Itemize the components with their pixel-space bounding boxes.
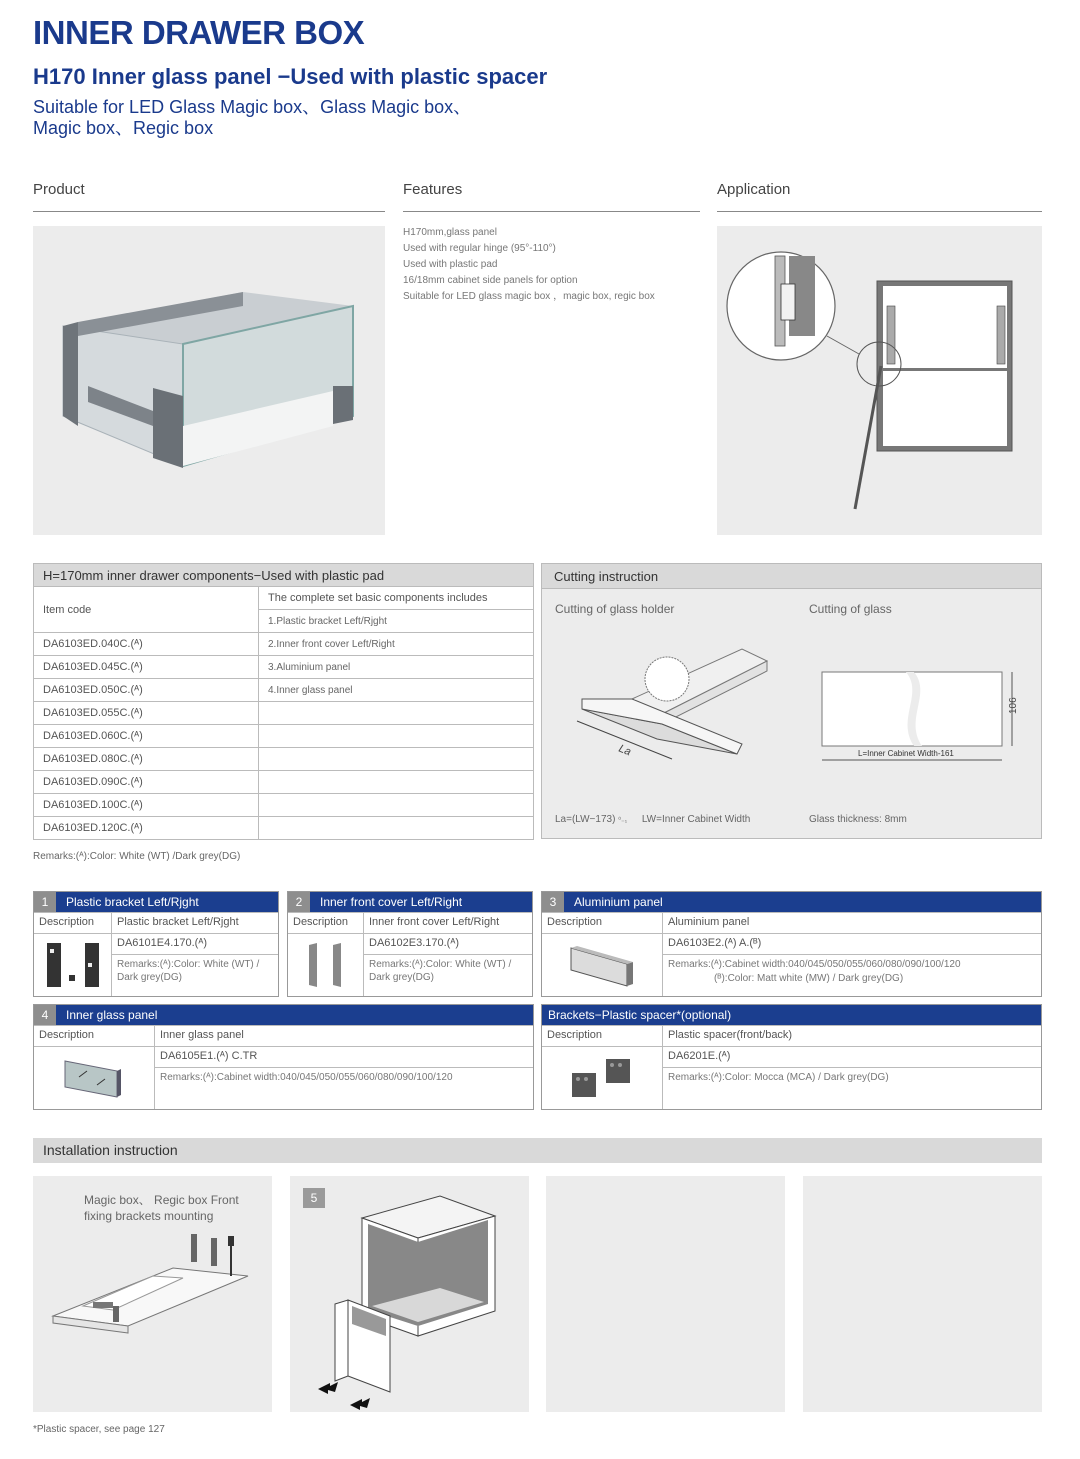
cutting-title: Cutting instruction [542, 564, 1041, 589]
part-plastic-spacer [541, 1004, 1042, 1110]
suitable-line-2: Magic box、Regic box [33, 118, 214, 138]
formula: La=(LW−173) [555, 814, 616, 825]
part-number: 2 [288, 892, 310, 912]
bracket-mounting-diagram [33, 1176, 272, 1412]
part-title: Brackets−Plastic spacer*(optional) [548, 1008, 732, 1022]
item-code-cell: DA6103ED.045C.(ᴬ) [34, 656, 259, 679]
part-title: Inner glass panel [66, 1008, 158, 1022]
part-name: Aluminium panel [662, 913, 1041, 933]
drawer-assembly-diagram [290, 1176, 529, 1412]
la-label: La [616, 742, 633, 759]
drawer-box-illustration [33, 226, 385, 535]
glass-holder-cut-diagram [572, 639, 782, 779]
plastic-bracket-image [34, 933, 111, 996]
part-number: 4 [34, 1005, 56, 1025]
item-code-cell: DA6103ED.080C.(ᴬ) [34, 748, 259, 771]
cutting-instruction [541, 563, 1042, 839]
feature-item: Suitable for LED glass magic box ，magic box, regic box [403, 291, 655, 302]
part-name: Plastic spacer(front/back) [662, 1026, 1041, 1046]
part-title: Aluminium panel [574, 895, 663, 909]
plastic-spacer-image [542, 1046, 662, 1109]
item-code-header: Item code [34, 587, 259, 633]
component-cell [259, 748, 534, 771]
installation-step-blank [546, 1176, 785, 1412]
part-code: DA6101E4.170.(ᴬ) [112, 933, 278, 954]
step-1-line-2: fixing brackets mounting [84, 1209, 214, 1223]
plastic-spacer-icon [562, 1053, 642, 1103]
part-title: Plastic bracket Left/Rjght [66, 895, 199, 909]
feature-item: Used with regular hinge (95°-110°) [403, 243, 556, 254]
part-header [542, 892, 1041, 912]
table-row [34, 656, 534, 679]
feature-item: Used with plastic pad [403, 259, 498, 270]
suitable-text [33, 97, 593, 139]
item-code-cell: DA6103ED.050C.(ᴬ) [34, 679, 259, 702]
components-remarks: Remarks:(ᴬ):Color: White (WT) /Dark grey(DG) [33, 851, 241, 862]
step-1-line-1: Magic box、 Regic box Front [84, 1193, 239, 1207]
part-number: 1 [34, 892, 56, 912]
part-inner-front-cover [287, 891, 533, 997]
part-code: DA6201E.(ᴬ) [663, 1046, 1041, 1067]
component-cell [259, 817, 534, 840]
components-table [33, 563, 534, 840]
description-label: Description [547, 916, 603, 928]
divider [33, 211, 385, 212]
front-cover-icon [301, 939, 351, 991]
item-code-cell: DA6103ED.090C.(ᴬ) [34, 771, 259, 794]
part-number: 3 [542, 892, 564, 912]
suitable-line-1: Suitable for LED Glass Magic box、Glass Magic box、 [33, 97, 472, 117]
component-cell [259, 702, 534, 725]
table-row [34, 771, 534, 794]
aluminium-panel-icon [567, 940, 637, 990]
set-header: The complete set basic components includes [259, 587, 534, 610]
table-row [34, 679, 534, 702]
description-label: Description [39, 916, 95, 928]
application-image [717, 226, 1042, 535]
component-cell: 3.Aluminium panel [259, 656, 534, 679]
part-remark: Remarks:(ᴬ):Color: White (WT) / [369, 959, 512, 970]
holder-label: Cutting of glass holder [555, 602, 675, 616]
section-product: Product [33, 181, 85, 198]
part-header [34, 892, 278, 912]
table-row [34, 794, 534, 817]
installation-title: Installation instruction [33, 1138, 1042, 1163]
step-number: 5 [303, 1188, 325, 1208]
component-cell [259, 794, 534, 817]
item-code-cell: DA6103ED.055C.(ᴬ) [34, 702, 259, 725]
item-code-cell: DA6103ED.040C.(ᴬ) [34, 633, 259, 656]
glass-panel-image [34, 1046, 154, 1109]
product-image [33, 226, 385, 535]
lw-label: LW=Inner Cabinet Width [641, 814, 751, 825]
page-subtitle: H170 Inner glass panel −Used with plastic spacer [33, 64, 548, 89]
part-name: Inner glass panel [154, 1026, 533, 1046]
part-remark: Remarks:(ᴬ):Cabinet width:040/045/050/055/060/080/090/100/120 [668, 959, 961, 970]
glass-thickness: Glass thickness: 8mm [809, 814, 907, 825]
component-cell [259, 771, 534, 794]
part-header [34, 1005, 533, 1025]
glass-label: Cutting of glass [809, 602, 892, 616]
component-cell: 1.Plastic bracket Left/Rjght [259, 610, 534, 633]
part-name: Inner front cover Left/Right [363, 913, 532, 933]
part-remark: Remarks:(ᴬ):Color: Mocca (MCA) / Dark grey(DG) [663, 1067, 1041, 1088]
divider [717, 211, 1042, 212]
components-table-title: H=170mm inner drawer components−Used with plastic pad [34, 564, 534, 587]
part-remark: Dark grey(DG) [117, 972, 183, 983]
table-row [34, 817, 534, 840]
section-application: Application [717, 181, 791, 198]
part-remark: Remarks:(ᴬ):Color: White (WT) / [117, 959, 260, 970]
item-code-cell: DA6103ED.100C.(ᴬ) [34, 794, 259, 817]
formula-tolerance: ⁰₋₁ [618, 817, 628, 824]
glass-cut-diagram [814, 664, 1024, 774]
formula-text [555, 814, 750, 825]
divider [403, 211, 700, 212]
footnote: *Plastic spacer, see page 127 [33, 1424, 165, 1435]
part-remark: (ᴮ):Color: Matt white (MW) / Dark grey(DG) [714, 973, 904, 984]
table-row [34, 725, 534, 748]
installation-step-5 [290, 1176, 529, 1412]
plastic-bracket-icon [41, 939, 105, 991]
part-code: DA6103E2.(ᴬ) A.(ᴮ) [663, 933, 1041, 954]
component-cell [259, 725, 534, 748]
installation-step-blank [803, 1176, 1042, 1412]
table-row [34, 748, 534, 771]
table-row [34, 702, 534, 725]
part-title: Inner front cover Left/Right [320, 895, 463, 909]
aluminium-panel-image [542, 933, 662, 996]
width-label: L=Inner Cabinet Width-161 [858, 749, 954, 758]
front-cover-image [288, 933, 363, 996]
part-code: DA6102E3.170.(ᴬ) [364, 933, 532, 954]
hinge-application-diagram [717, 226, 1042, 535]
installation-step-1 [33, 1176, 272, 1412]
description-label: Description [293, 916, 349, 928]
description-label: Description [39, 1029, 95, 1041]
part-remark: Remarks:(ᴬ):Cabinet width:040/045/050/055/060/080/090/100/120 [155, 1067, 533, 1088]
page-title: INNER DRAWER BOX [33, 14, 365, 51]
glass-panel-icon [59, 1055, 129, 1101]
item-code-cell: DA6103ED.120C.(ᴬ) [34, 817, 259, 840]
item-code-cell: DA6103ED.060C.(ᴬ) [34, 725, 259, 748]
part-inner-glass-panel [33, 1004, 534, 1110]
part-header [542, 1005, 1041, 1025]
part-name: Plastic bracket Left/Rjght [111, 913, 278, 933]
dimension-106: 106 [1008, 697, 1019, 714]
section-features: Features [403, 181, 463, 198]
feature-item: H170mm,glass panel [403, 227, 497, 238]
description-label: Description [547, 1029, 603, 1041]
component-cell: 4.Inner glass panel [259, 679, 534, 702]
table-row [34, 633, 534, 656]
component-cell: 2.Inner front cover Left/Right [259, 633, 534, 656]
features-list [403, 225, 655, 305]
part-aluminium-panel [541, 891, 1042, 997]
part-header [288, 892, 532, 912]
part-code: DA6105E1.(ᴬ) C.TR [155, 1046, 533, 1067]
feature-item: 16/18mm cabinet side panels for option [403, 275, 578, 286]
part-plastic-bracket [33, 891, 279, 997]
part-remark: Dark grey(DG) [369, 972, 435, 983]
